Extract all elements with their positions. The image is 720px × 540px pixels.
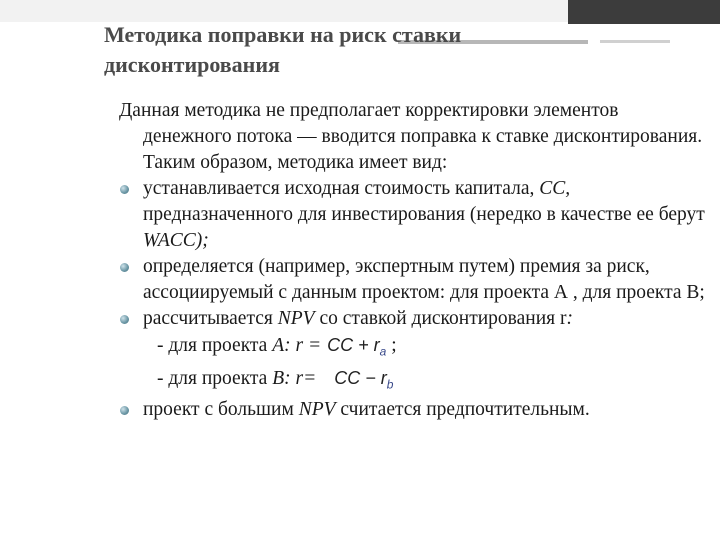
bullet-item-risk-premium: [110, 254, 710, 306]
formula-a: [327, 335, 387, 359]
bullet3-text-b: со ставкой дисконтирования r: [314, 308, 567, 329]
bullet-item-preferred-project: [110, 397, 710, 423]
bullet4-text-b: считается предпочтительным.: [335, 399, 590, 421]
formula-b-main: CC − r: [334, 367, 387, 388]
line-a-prefix: - для проекта: [157, 335, 273, 356]
round-bullet-icon: [120, 185, 129, 194]
bullet-item-capital-cost: [110, 176, 710, 254]
line-b-prefix: - для проекта: [157, 367, 273, 389]
slide-title-line2: дисконтирования: [104, 52, 280, 77]
bullet-list-final: [110, 397, 710, 423]
bullet1-text-b: предназначенного для инвестирования (нередко в качестве ее берут: [143, 204, 705, 225]
slide-title-line1: Методика поправки на риск ставки: [104, 22, 462, 47]
bullet1-cc: CC,: [539, 178, 571, 199]
bullet2-text: определяется (например, экспертным путем) премия за риск, ассоциируемый с данным проектом: для проекта А , для проекта В;: [143, 256, 705, 303]
formula-line-project-a: [110, 332, 710, 365]
slide-body: [110, 98, 710, 423]
line-a-end: ;: [386, 335, 397, 356]
bullet4-npv: NPV: [298, 399, 336, 421]
formula-a-main: CC + r: [327, 335, 380, 355]
bullet3-npv: NPV: [277, 308, 315, 329]
formula-b: [334, 367, 394, 392]
line-b-project: B: r=: [272, 367, 317, 389]
formula-line-project-b: [110, 365, 710, 398]
bullet-list: [110, 176, 710, 332]
intro-paragraph: Данная методика не предполагает корректировки элементов денежного потока — вводится поправка к ставке дисконтирования. Таким образом, методика имеет вид:: [119, 100, 703, 173]
line-a-project: A: r =: [272, 335, 322, 356]
formula-b-subscript: b: [386, 377, 394, 392]
formula-a-subscript: a: [379, 344, 387, 359]
bullet3-colon: :: [566, 308, 573, 329]
bullet-item-npv-calculation: [110, 306, 710, 332]
bullet1-wacc: WACC);: [143, 230, 209, 251]
bullet4-text-a: проект с большим: [143, 399, 299, 421]
round-bullet-icon: [120, 315, 129, 324]
round-bullet-icon: [120, 406, 129, 415]
round-bullet-icon: [120, 263, 129, 272]
slide-title: [104, 20, 664, 80]
bullet3-text-a: рассчитывается: [143, 308, 278, 329]
bullet1-text-a: устанавливается исходная стоимость капитала,: [143, 178, 540, 199]
